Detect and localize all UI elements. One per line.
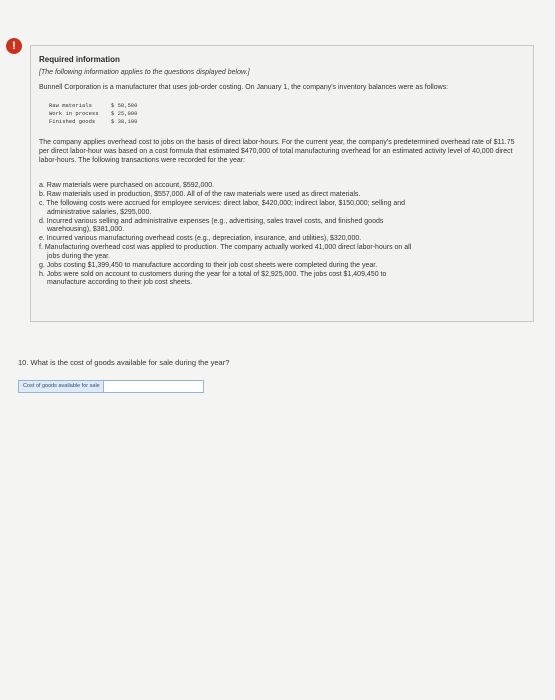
list-item	[39, 200, 525, 217]
inventory-label: Work in process	[49, 110, 99, 117]
list-item	[39, 182, 525, 191]
overhead-paragraph: The company applies overhead cost to jobs on the basis of direct labor-hours. For the current year, the company's predetermined overhead rate of $11.75 per direct labor-hour was based on a cost formula that estimated $470,000 of total manufacturing overhead for an estimated activity level of 40,000 direct labor-hours. The following transactions were recorded for the year:	[39, 139, 515, 164]
transaction-text: b. Raw materials used in production, $557,000. All of of the raw materials were used as direct materials.	[39, 191, 361, 198]
alert-icon: !	[6, 38, 22, 54]
transaction-text: d. Incurred various selling and administrative expenses (e.g., advertising, sales travel costs, and finished goods	[39, 217, 384, 225]
inventory-value: $ 38,100	[111, 118, 138, 125]
list-item	[39, 191, 525, 200]
transaction-text: f. Manufacturing overhead cost was applied to production. The company actually worked 41,000 direct labor-hours on all	[39, 244, 412, 251]
required-information-subtitle: [The following information applies to the questions displayed below.]	[39, 69, 250, 76]
transaction-text: h. Jobs were sold on account to customers during the year for a total of $2,925,000. The jobs cost $1,409,450 to	[39, 270, 387, 278]
cost-of-goods-available-input[interactable]	[104, 381, 203, 392]
question-text: 10. What is the cost of goods available for sale during the year?	[18, 358, 230, 367]
answer-table	[18, 380, 204, 393]
answer-label: Cost of goods available for sale	[19, 381, 104, 392]
transaction-text-continued: warehousing), $381,000.	[47, 226, 125, 233]
transaction-text-continued: jobs during the year.	[47, 252, 111, 260]
table-row	[49, 118, 137, 126]
list-item	[39, 271, 525, 288]
transaction-text: g. Jobs costing $1,399,450 to manufacture according to their job cost sheets were completed during the year.	[39, 261, 378, 269]
intro-text: Bunnell Corporation is a manufacturer that uses job-order costing. On January 1, the company's inventory balances were as follows:	[39, 84, 449, 91]
list-item	[39, 262, 525, 271]
required-information-title: Required information	[39, 55, 120, 64]
inventory-label: Raw materials	[49, 102, 92, 109]
transactions-list	[39, 182, 525, 288]
transaction-text: c. The following costs were accrued for employee services: direct labor, $420,000; indirect labor, $150,000; selling and	[39, 200, 406, 207]
table-row	[49, 110, 137, 118]
inventory-balances-table	[49, 102, 137, 126]
transaction-text-continued: administrative salaries, $295,000.	[47, 208, 152, 216]
inventory-value: $ 25,000	[111, 110, 138, 117]
table-row	[49, 102, 137, 110]
inventory-value: $ 50,500	[111, 102, 138, 109]
list-item	[39, 235, 525, 244]
inventory-label: Finished goods	[49, 118, 96, 125]
required-information-panel	[30, 45, 534, 322]
transaction-text: a. Raw materials were purchased on account, $592,000.	[39, 182, 215, 189]
transaction-text-continued: manufacture according to their job cost sheets.	[47, 279, 193, 286]
list-item	[39, 244, 525, 261]
transaction-text: e. Incurred various manufacturing overhead costs (e.g., depreciation, insurance, and utilities), $320,000.	[39, 235, 362, 242]
list-item	[39, 218, 525, 235]
